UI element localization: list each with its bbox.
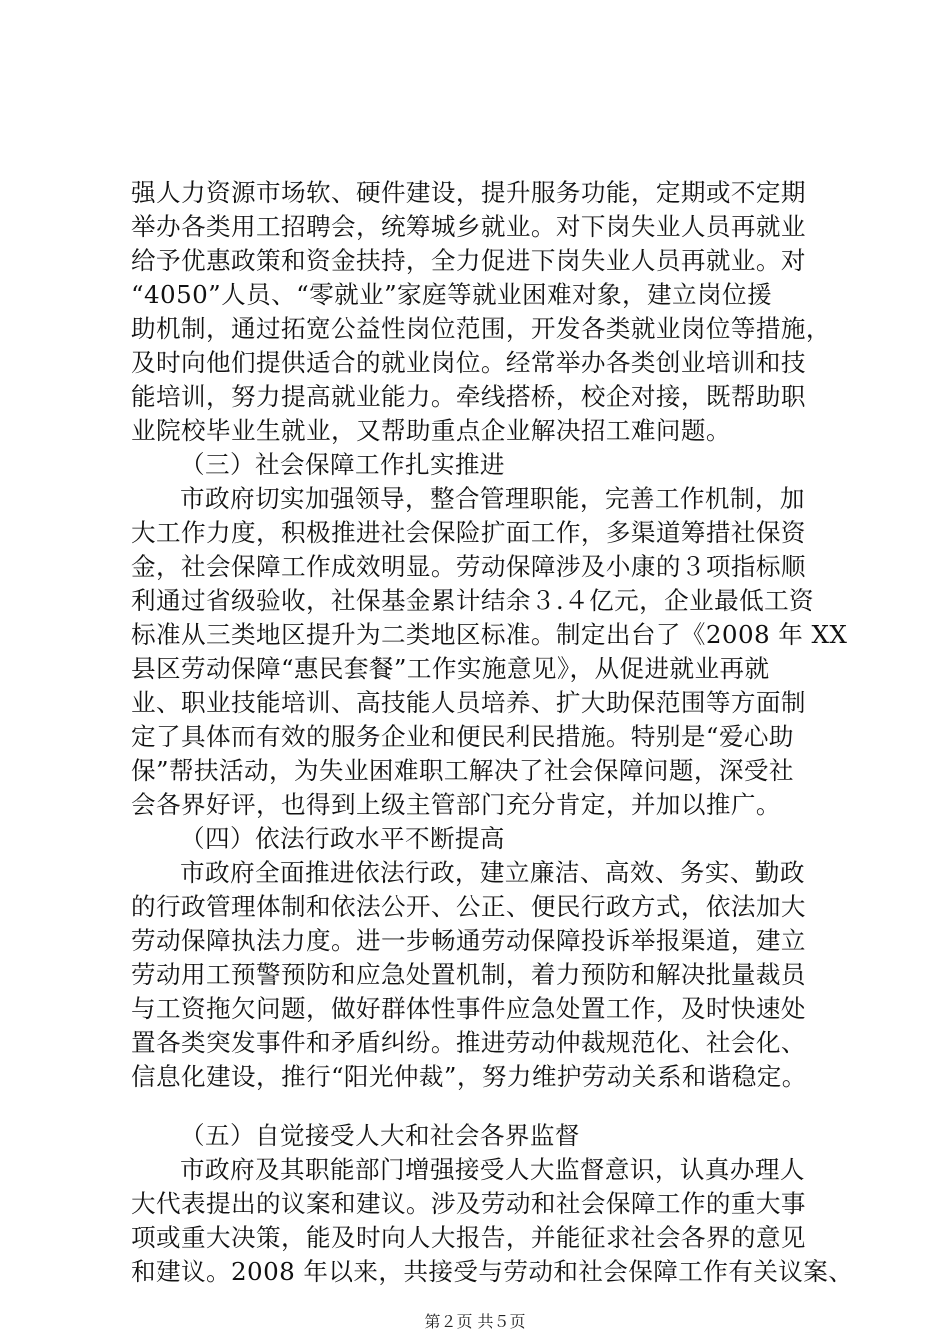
body-line: 会各界好评，也得到上级主管部门充分肯定，并加以推广。: [131, 790, 781, 819]
body-line: 能培训，努力提高就业能力。牵线搭桥，校企对接，既帮助职: [131, 382, 806, 411]
body-line: 及时向他们提供适合的就业岗位。经常举办各类创业培训和技: [131, 348, 806, 377]
body-line: 市政府及其职能部门增强接受人大监督意识，认真办理人: [180, 1155, 805, 1184]
body-line: 大工作力度，积极推进社会保险扩面工作，多渠道筹措社保资: [131, 518, 806, 547]
body-line: 市政府切实加强领导，整合管理职能，完善工作机制，加: [180, 484, 805, 513]
body-line: “4050”人员、“零就业”家庭等就业困难对象，建立岗位援: [131, 280, 772, 309]
body-line: 与工资拖欠问题，做好群体性事件应急处置工作，及时快速处: [131, 994, 806, 1023]
body-line: 大代表提出的议案和建议。涉及劳动和社会保障工作的重大事: [131, 1189, 806, 1218]
section-heading: （四）依法行政水平不断提高: [180, 824, 505, 853]
body-line: 置各类突发事件和矛盾纠纷。推进劳动仲裁规范化、社会化、: [131, 1028, 806, 1057]
body-line: 金，社会保障工作成效明显。劳动保障涉及小康的３项指标顺: [131, 552, 806, 581]
body-line: 信息化建设，推行“阳光仲裁”，努力维护劳动关系和谐稳定。: [131, 1062, 807, 1091]
body-line: 的行政管理体制和依法公开、公正、便民行政方式，依法加大: [131, 892, 806, 921]
body-line: 标准从三类地区提升为二类地区标准。制定出台了《2008 年 XX: [131, 620, 848, 649]
body-line: 项或重大决策，能及时向人大报告，并能征求社会各界的意见: [131, 1223, 806, 1252]
body-line: 助机制，通过拓宽公益性岗位范围，开发各类就业岗位等措施，: [131, 314, 831, 343]
body-line: 劳动保障执法力度。进一步畅通劳动保障投诉举报渠道，建立: [131, 926, 806, 955]
body-line: 市政府全面推进依法行政，建立廉洁、高效、务实、勤政: [180, 858, 805, 887]
body-line: 定了具体而有效的服务企业和便民利民措施。特别是“爱心助: [131, 722, 794, 751]
body-line: 强人力资源市场软、硬件建设，提升服务功能，定期或不定期: [131, 178, 806, 207]
body-line: 和建议。2008 年以来，共接受与劳动和社会保障工作有关议案、: [131, 1257, 854, 1286]
section-heading: （五）自觉接受人大和社会各界监督: [180, 1121, 580, 1150]
body-line: 保”帮扶活动，为失业困难职工解决了社会保障问题，深受社: [131, 756, 794, 785]
body-line: 劳动用工预警预防和应急处置机制，着力预防和解决批量裁员: [131, 960, 806, 989]
body-line: 业、职业技能培训、高技能人员培养、扩大助保范围等方面制: [131, 688, 806, 717]
section-heading: （三）社会保障工作扎实推进: [180, 450, 505, 479]
page-footer: 第２页 共５页: [424, 1312, 526, 1331]
body-line: 给予优惠政策和资金扶持，全力促进下岗失业人员再就业。对: [131, 246, 806, 275]
body-line: 业院校毕业生就业，又帮助重点企业解决招工难问题。: [131, 416, 731, 445]
body-line: 举办各类用工招聘会，统筹城乡就业。对下岗失业人员再就业: [131, 212, 806, 241]
body-line: 利通过省级验收，社保基金累计结余３.４亿元，企业最低工资: [131, 586, 815, 615]
body-line: 县区劳动保障“惠民套餐”工作实施意见》，从促进就业再就: [131, 654, 770, 683]
